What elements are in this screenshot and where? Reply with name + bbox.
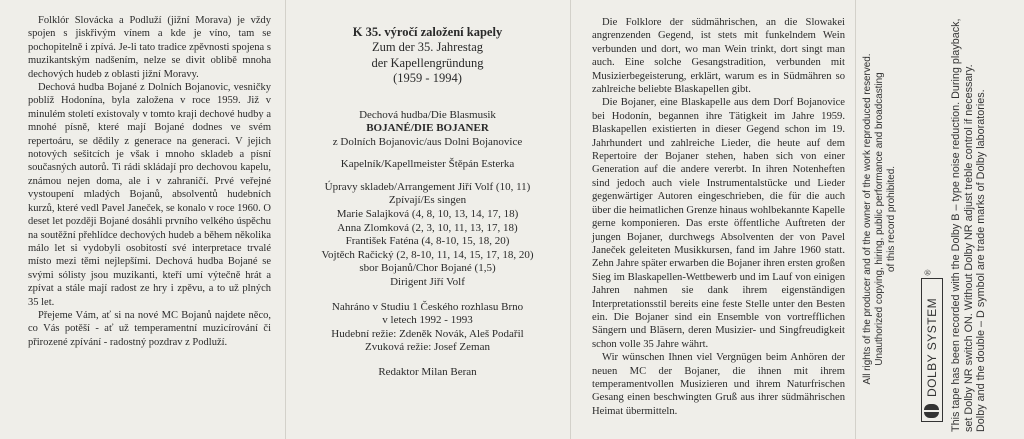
german-text-panel — [570, 0, 855, 439]
singer: František Faténa (4, 8-10, 15, 18, 20) — [345, 235, 510, 248]
band-name: BOJANÉ/DIE BOJANER — [366, 122, 489, 135]
czech-paragraph: Přejeme Vám, ať si na nové MC Bojanů najdete něco, co Vás potěší - ať už temperamentní muzicírování či přirozené zpívání - radostný pozdrav z Podluží. — [28, 309, 271, 348]
conductor: Dirigent Jiří Volf — [390, 276, 465, 289]
band-origin: z Dolních Bojanovic/aus Dolni Bojanovice — [332, 135, 523, 148]
arrangement: Úpravy skladeb/Arrangement Jiří Volf (10, 11) — [324, 180, 531, 193]
dolby-tape-notice: This tape has been recorded with the Dolby B – type noise reduction. During playback, set Dolby NR switch ON. Without Dolby NR adjust treble control if necessary. Dolby and the double – D symbol are trade marks of Dolby laboratories. — [950, 18, 988, 432]
registered-mark: ® — [923, 269, 933, 276]
anniversary-years: (1959 - 1994) — [393, 71, 462, 85]
anniversary-title: K 35. výročí založení kapely — [352, 25, 503, 39]
dolby-label: DOLBY SYSTEM — [925, 297, 939, 397]
singer: Vojtěch Račický (2, 8-10, 11, 14, 15, 17, 18, 20) — [321, 248, 534, 261]
singer: Marie Salajková (4, 8, 10, 13, 14, 17, 18) — [336, 208, 519, 221]
music-director: Hudební režie: Zdeněk Novák, Aleš Podařil — [331, 327, 524, 340]
anniversary-subtitle: der Kapellengründung — [371, 55, 484, 70]
czech-paragraph: Folklór Slovácka a Podluží (jižní Morava) je vždy spojen s jiskřivým vínem a kde je víno, tam se pochopitelně i zpívá. Je-li tato tradice zpěvnosti spojena s muzikantským nadšením, nelze se divit oblibě mnoha dechových hudeb z oblasti jižní Moravy. — [28, 15, 271, 80]
czech-paragraph: Dechová hudba Bojané z Dolních Bojanovic, vesničky poblíž Hodonína, byla založena v roce 1959. Již v minulém století existovaly v tomto kraji dechové hudby a mnohé písně, které mají Bojané dodnes ve svém repertoáru, se dědily z generace na generaci. V jejich notových sešitcích je však i mnoho skladeb a písní současných autorů. Ti rádi skládají pro dechovou kapelu, známou nejen doma, ale i v zahraničí. Prvé veřejné vystoupení mladých Bojanů, absolventů hudebních kurzů, které vedl Pavel Janeček, se konalo v roce 1960. O deset let později Bojané dosáhli prvního velkého úspěchu na soutěžní přehlídce dechových hudeb a během několika málo let si vydobyli osobitostí své interpretace trvalé místo mezi těmi nejlepšími. Dechová hudba Bojané se svými sólisty jsou muzikanti, kteří umí výtečně hrát a zpívat a stále mají radost ze hry i zpěvu, a to už plných 35 let. — [28, 82, 271, 308]
editor: Redaktor Milan Beran — [378, 366, 477, 378]
german-paragraph: Die Folklore der südmährischen, an die Slowakei angrenzenden Gegend, ist stets mit funkelndem Wein verbunden und dort, wo man Wein trinkt, dort singt man auch. Eine solche Gesangstradition, verbunden mit Musizierbegeisterung, erklärt, warum es in Südmähren so zahlreiche beliebte Blaskapellen gibt. — [592, 17, 845, 96]
band-type: Dechová hudba/Die Blasmusik — [359, 108, 496, 121]
double-d-icon — [924, 404, 939, 418]
credits-panel — [285, 0, 570, 439]
choir: sbor Bojanů/Chor Bojané (1,5) — [359, 262, 496, 275]
czech-text-panel — [0, 0, 285, 439]
rights-notice: All rights of the producer and of the owner of the work reproduced reserved. Unauthorized copying, hiring, public performance and broadcasting of this record prohibited. — [862, 53, 898, 385]
anniversary-subtitle: Zum der 35. Jahrestag — [371, 40, 484, 54]
bandmaster: Kapelník/Kapellmeister Štěpán Esterka — [340, 158, 515, 171]
singer: Anna Zlomková (2, 3, 10, 11, 13, 17, 18) — [337, 221, 518, 234]
dolby-system-logo — [921, 278, 943, 422]
german-paragraph: Die Bojaner, eine Blaskapelle aus dem Dorf Bojanovice bei Hodonín, begannen ihre Tätigkeit im Jahre 1959. Blaskapellen existierten in dieser Gegend schon im 19. Jahrhundert und zahlreiche Lieder, die heute auf dem Repertoire der Bojaner stehen, haben sich von einer Generation auf die andere vererbt. In ihren Notenheften sind jedoch auch viele Instrumentalstücke und Lieder gegenwärtiger Autoren eingeschrieben, die für die auch über die heimatlichen Grenze hinaus wohlbekannte Kapelle gerne komponieren. Das erste öffentliche Auftreten der jungen Bojaner, durchwegs Absolventen der von Pavel Janeček geleiteten Musikkursen, fand im Jahre 1960 statt. Zehn Jahre später erwarben die Bojaner ihren ersten großen Sieg im Blaskapellen-Wettbewerb und im Lauf von einigen Jahren nahmen sie dank ihrem eigenständigen Interpretationsstil bereits eine feste Stelle unter den Besten ein. Die Bojaner sind ein Ensemble von vortrefflichen Sängern und Bläsern, deren Musizier- und Singfreudigkeit schon volle 35 Jahre währt. — [592, 97, 845, 350]
recording-studio: Nahráno v Studiu 1 Českého rozhlasu Brno — [331, 300, 524, 313]
recording-years: v letech 1992 - 1993 — [382, 314, 473, 327]
german-paragraph: Wir wünschen Ihnen viel Vergnügen beim Anhören der neuen MC der Bojaner, die ihnen mit ihrem temperamentvollen Musizieren und ihrem Naturfrischen Gesang einen beschwingten Gruß aus ihrer südmährischen Heimat übermitteln. — [592, 352, 845, 417]
sound-director: Zvuková režie: Josef Zeman — [365, 341, 490, 354]
singers-label: Zpívají/Es singen — [388, 194, 467, 207]
fold-line — [855, 0, 856, 439]
